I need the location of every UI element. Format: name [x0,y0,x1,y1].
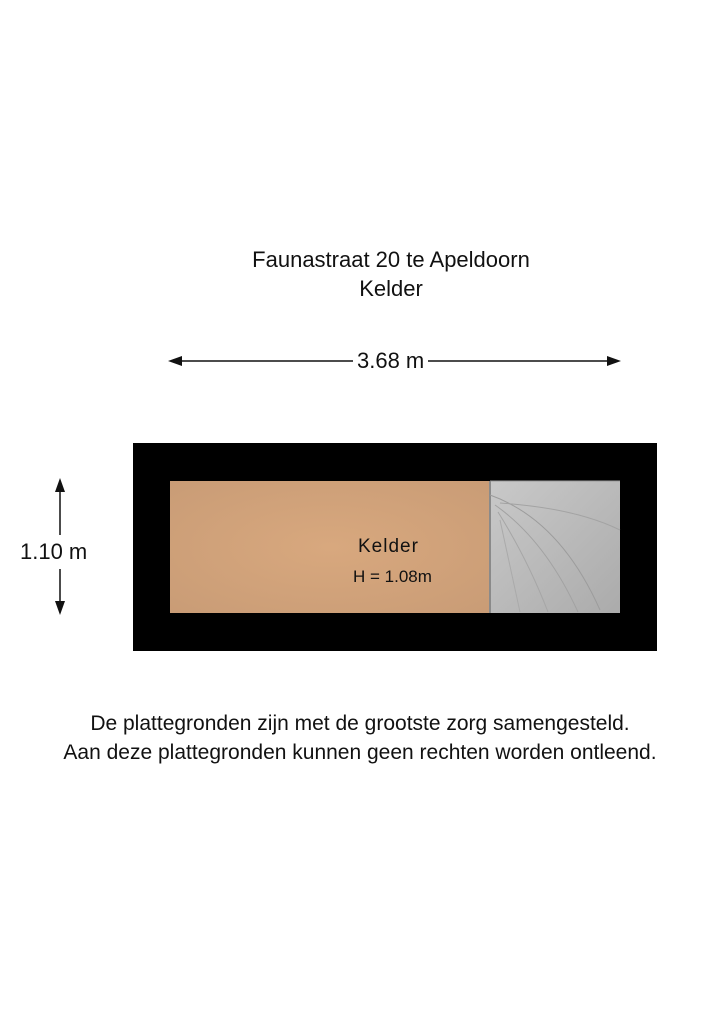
address-title: Faunastraat 20 te Apeldoorn [252,247,530,272]
disclaimer-line-1: De plattegronden zijn met de grootste zorg samengesteld. [90,712,630,735]
room-name-label: Kelder [358,536,419,557]
room-ceiling-height-label: H = 1.08m [353,567,432,586]
staircase [490,481,620,613]
disclaimer-line-2: Aan deze plattegronden kunnen geen rechten worden ontleend. [63,741,657,764]
width-dimension-label: 3.68 m [353,348,428,374]
floor-title: Kelder [359,276,423,301]
height-dimension-label: 1.10 m [20,535,87,569]
basement-room [170,481,490,613]
